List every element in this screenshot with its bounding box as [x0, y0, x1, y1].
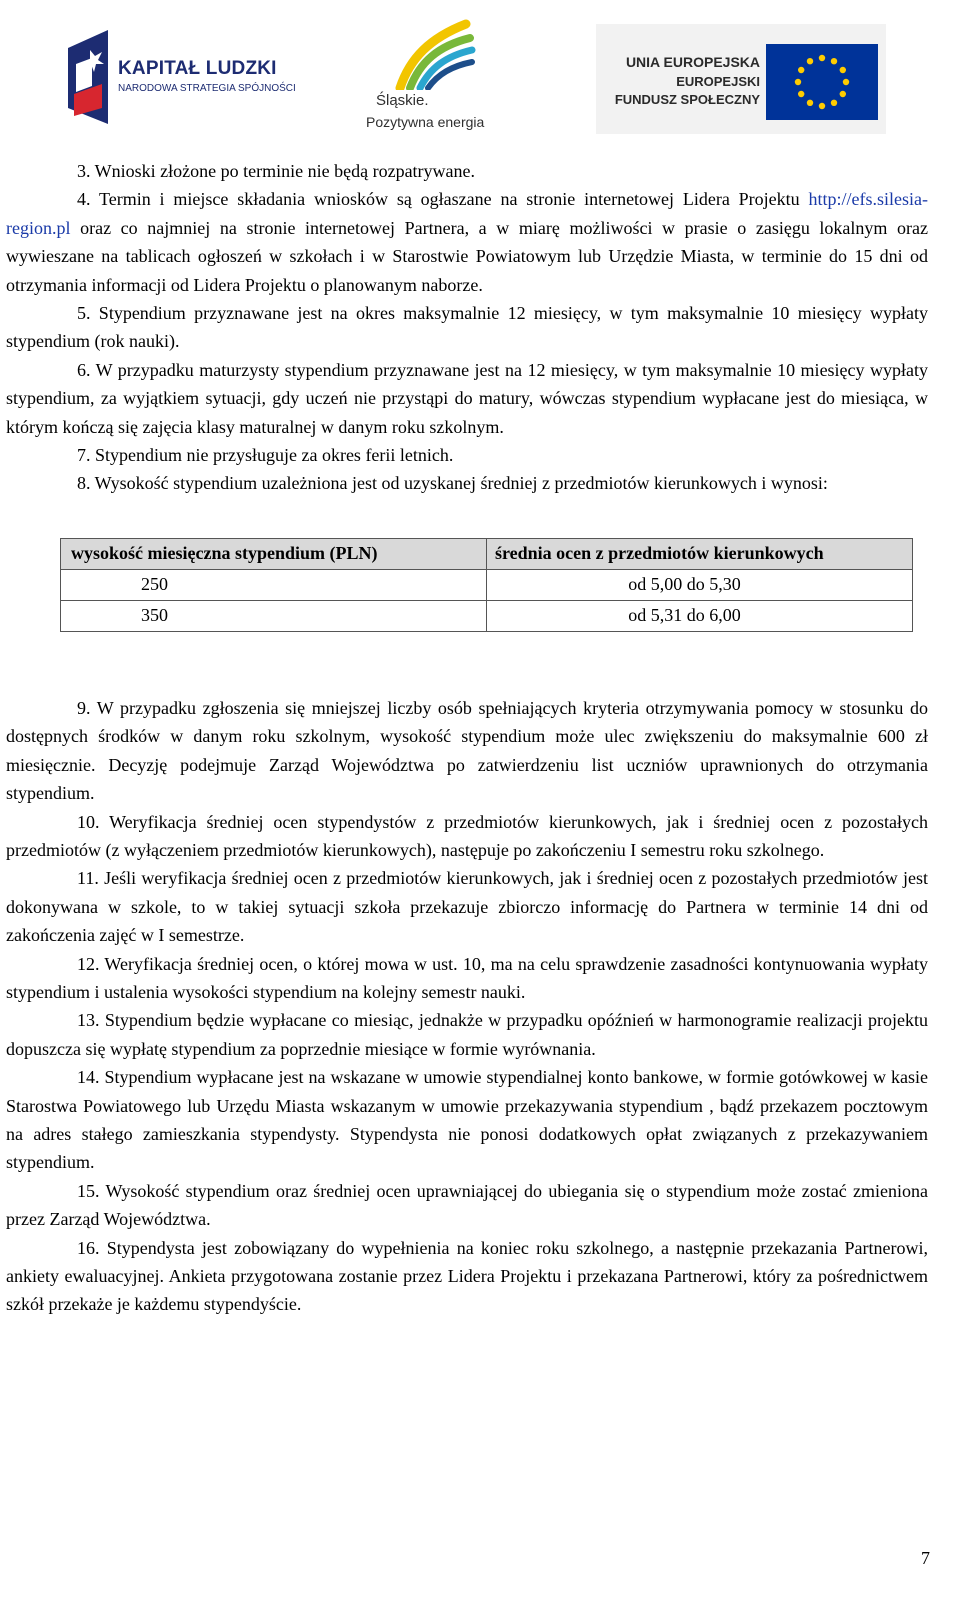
point-13: 13. Stypendium będzie wypłacane co miesiąc, jednakże w przypadku opóźnień w harmonogramie realizacji projektu dopuszcza się wypłatę stypendium za poprzednie miesiące w formie wyrównania. [6, 1010, 928, 1059]
slaskie-swoosh-icon [370, 18, 480, 90]
slaskie-name: Śląskie. [376, 92, 429, 109]
table-cell-amount: 250 [61, 569, 487, 600]
table-cell-amount: 350 [61, 600, 487, 631]
kapital-ludzki-flag-icon [62, 28, 118, 132]
point-4-start: 4. Termin i miejsce składania wniosków są ogłaszane na stronie internetowej Lidera Projektu [77, 189, 800, 210]
slaskie-tagline: Pozytywna energia [366, 114, 485, 130]
point-5: 5. Stypendium przyznawane jest na okres maksymalnie 12 miesięcy, w tym maksymalnie 10 miesięcy wypłaty stypendium (rok nauki). [6, 303, 928, 352]
table-header-amount: wysokość miesięczna stypendium (PLN) [61, 538, 487, 569]
table-cell-average: od 5,31 do 6,00 [487, 600, 913, 631]
point-4 [6, 185, 928, 299]
slaskie-logo [362, 18, 497, 138]
table-header-average: średnia ocen z przedmiotów kierunkowych [487, 538, 913, 569]
point-6: 6. W przypadku maturzysty stypendium przyznawane jest na 12 miesięcy, w tym maksymalnie 10 miesięcy wypłaty stypendium, za wyjątkiem sytuacji, gdy uczeń nie przystąpi do matury, wówczas stypendium wypłacane jest do miesiąca, w którym kończą się zajęcia klasy maturalnej w danym roku szkolnym. [6, 359, 928, 437]
page-number: 7 [921, 1548, 930, 1568]
point-3: 3. Wnioski złożone po terminie nie będą rozpatrywane. [77, 161, 476, 181]
point-12: 12. Weryfikacja średniej ocen, o której mowa w ust. 10, ma na celu sprawdzenie zasadności kontynuowania wypłaty stypendium i ustalenia wysokości stypendium na kolejny semestr nauki. [6, 953, 928, 1002]
ue-line-1: UNIA EUROPEJSKA [625, 54, 760, 70]
table-row [61, 600, 913, 631]
point-16: 16. Stypendysta jest zobowiązany do wypełnienia na koniec roku szkolnego, a następnie przekazania Partnerowi, ankiety ewaluacyjnej. Ankieta przygotowana zostanie przez Lidera Projektu i przekazana Partnerowi, który za pośrednictwem szkół przekaże je każdemu stypendyście. [6, 1237, 928, 1315]
point-8: 8. Wysokość stypendium uzależniona jest od uzyskanej średniej z przedmiotów kierunkowych i wynosi: [77, 473, 828, 494]
kapital-ludzki-subtitle: NARODOWA STRATEGIA SPÓJNOŚCI [118, 83, 296, 94]
point-9: 9. W przypadku zgłoszenia się mniejszej liczby osób spełniających kryteria otrzymywania pomocy w stosunku do dostępnych środków w danym roku szkolnym, wysokość stypendium może ulec zwiększeniu do maksymalnie 600 zł miesięcznie. Decyzję podejmuje Zarząd Województwa po zatwierdzeniu list uczniów uprawnionych do otrzymania stypendium. [6, 697, 928, 804]
ue-line-3: FUNDUSZ SPOŁECZNY [614, 92, 760, 107]
eu-flag-icon [766, 44, 878, 120]
table-cell-average: od 5,00 do 5,30 [487, 569, 913, 600]
ue-line-2: EUROPEJSKI [676, 74, 760, 89]
document-body [6, 157, 928, 1319]
table-row [61, 569, 913, 600]
ue-efs-logo [596, 24, 886, 134]
point-4-rest: oraz co najmniej na stronie internetowej Partnera, a w miarę możliwości w prasie o zasięgu lokalnym oraz wywieszane na tablicach ogłoszeń w szkołach i w Starostwie Powiatowym lub Urzędzie Miasta, w terminie do 15 dni od otrzymania informacji od Lidera Projektu o planowanym naborze. [6, 217, 928, 295]
point-15: 15. Wysokość stypendium oraz średniej ocen uprawniającej do ubiegania się o stypendium może zostać zmieniona przez Zarząd Województwa. [6, 1180, 928, 1230]
scholarship-table [60, 538, 913, 632]
table-header-row [61, 538, 913, 569]
efs-link[interactable]: http://efs.silesia-region.pl [6, 189, 928, 238]
point-11: 11. Jeśli weryfikacja średniej ocen z przedmiotów kierunkowych, jak i średniej ocen z pozostałych przedmiotów jest dokonywana w szkole, to w takiej sytuacji szkoła przekazuje zbiorczo informację do Partnera w terminie 14 dni od zakończenia zajęć w I semestrze. [6, 868, 928, 946]
point-10: 10. Weryfikacja średniej ocen stypendystów z przedmiotów kierunkowych, jak i średniej ocen z pozostałych przedmiotów (z wyłączeniem przedmiotów kierunkowych), następuje po zakończeniu I semestru roku szkolnego. [6, 811, 928, 860]
kapital-ludzki-logo [62, 28, 296, 132]
header-logos [0, 0, 960, 140]
point-14: 14. Stypendium wypłacane jest na wskazane w umowie stypendialnej konto bankowe, w formie gotówkowej w kasie Starostwa Powiatowego lub Urzędu Miasta wskazanym w umowie przekazywania stypendium , bądź przekazem pocztowym na adres stałego zamieszkania stypendysty. Stypendysta nie ponosi dodatkowych opłat związanych z przekazywaniem stypendium. [6, 1067, 928, 1173]
kapital-ludzki-title: KAPITAŁ LUDZKI [118, 58, 277, 79]
point-7: 7. Stypendium nie przysługuje za okres ferii letnich. [77, 445, 454, 466]
